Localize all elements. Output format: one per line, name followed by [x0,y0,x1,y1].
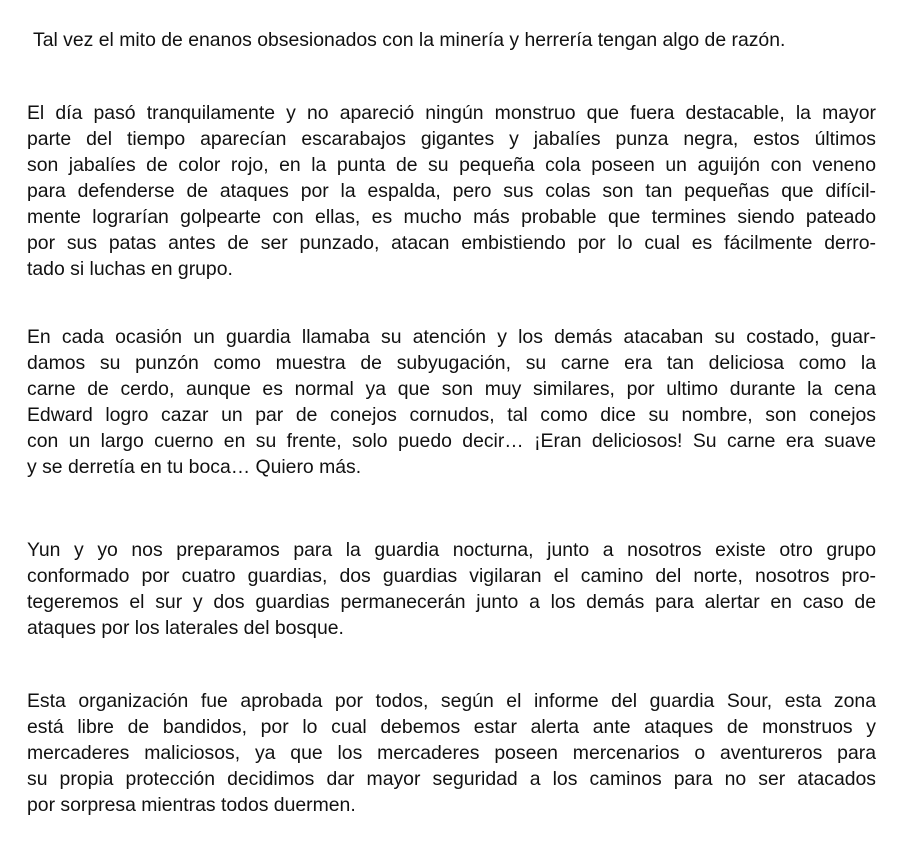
text-line: Tal vez el mito de enanos obsesionados con la minería y herrería tengan algo de razón. [33,29,786,51]
text-line: por sorpresa mientras todos duermen. [27,794,356,816]
text-line: está libre de bandidos, por lo cual debemos estar alerta ante ataques de monstruos y [27,716,876,738]
text-line: y se derretía en tu boca… Quiero más. [27,456,362,478]
text-line: tado si luchas en grupo. [27,258,233,280]
text-line: parte del tiempo aparecían escarabajos gigantes y jabalíes punza negra, estos últimos [27,128,876,150]
text-line: para defenderse de ataques por la espalda, pero sus colas son tan pequeñas que difícil- [27,180,876,202]
text-line: Esta organización fue aprobada por todos, según el informe del guardia Sour, esta zona [27,690,876,712]
text-line: son jabalíes de color rojo, en la punta de su pequeña cola poseen un aguijón con veneno [27,154,876,176]
paragraph-2 [27,100,876,282]
text-line: con un largo cuerno en su frente, solo puedo decir… ¡Eran deliciosos! Su carne era suave [27,430,876,452]
text-line: conformado por cuatro guardias, dos guardias vigilaran el camino del norte, nosotros pro- [27,565,876,587]
paragraph-5 [27,688,876,818]
text-line: tegeremos el sur y dos guardias permanecerán junto a los demás para alertar en caso de [27,591,876,613]
text-line: El día pasó tranquilamente y no apareció ningún monstruo que fuera destacable, la mayor [27,102,876,124]
text-line: carne de cerdo, aunque es normal ya que son muy similares, por ultimo durante la cena [27,378,876,400]
text-line: por sus patas antes de ser punzado, atacan embistiendo por lo cual es fácilmente derro- [27,232,876,254]
text-line: su propia protección decidimos dar mayor seguridad a los caminos para no ser atacados [27,768,876,790]
paragraph-4 [27,537,876,641]
text-line: damos su punzón como muestra de subyugación, su carne era tan deliciosa como la [27,352,876,374]
text-line: Edward logro cazar un par de conejos cornudos, tal como dice su nombre, son conejos [27,404,876,426]
paragraph-1 [33,27,873,53]
text-line: mente lograrían golpearte con ellas, es mucho más probable que termines siendo pateado [27,206,876,228]
text-line: ataques por los laterales del bosque. [27,617,344,639]
text-line: En cada ocasión un guardia llamaba su atención y los demás atacaban su costado, guar- [27,326,876,348]
text-line: mercaderes maliciosos, ya que los mercaderes poseen mercenarios o aventureros para [27,742,876,764]
text-line: Yun y yo nos preparamos para la guardia nocturna, junto a nosotros existe otro grupo [27,539,876,561]
paragraph-3 [27,324,876,480]
